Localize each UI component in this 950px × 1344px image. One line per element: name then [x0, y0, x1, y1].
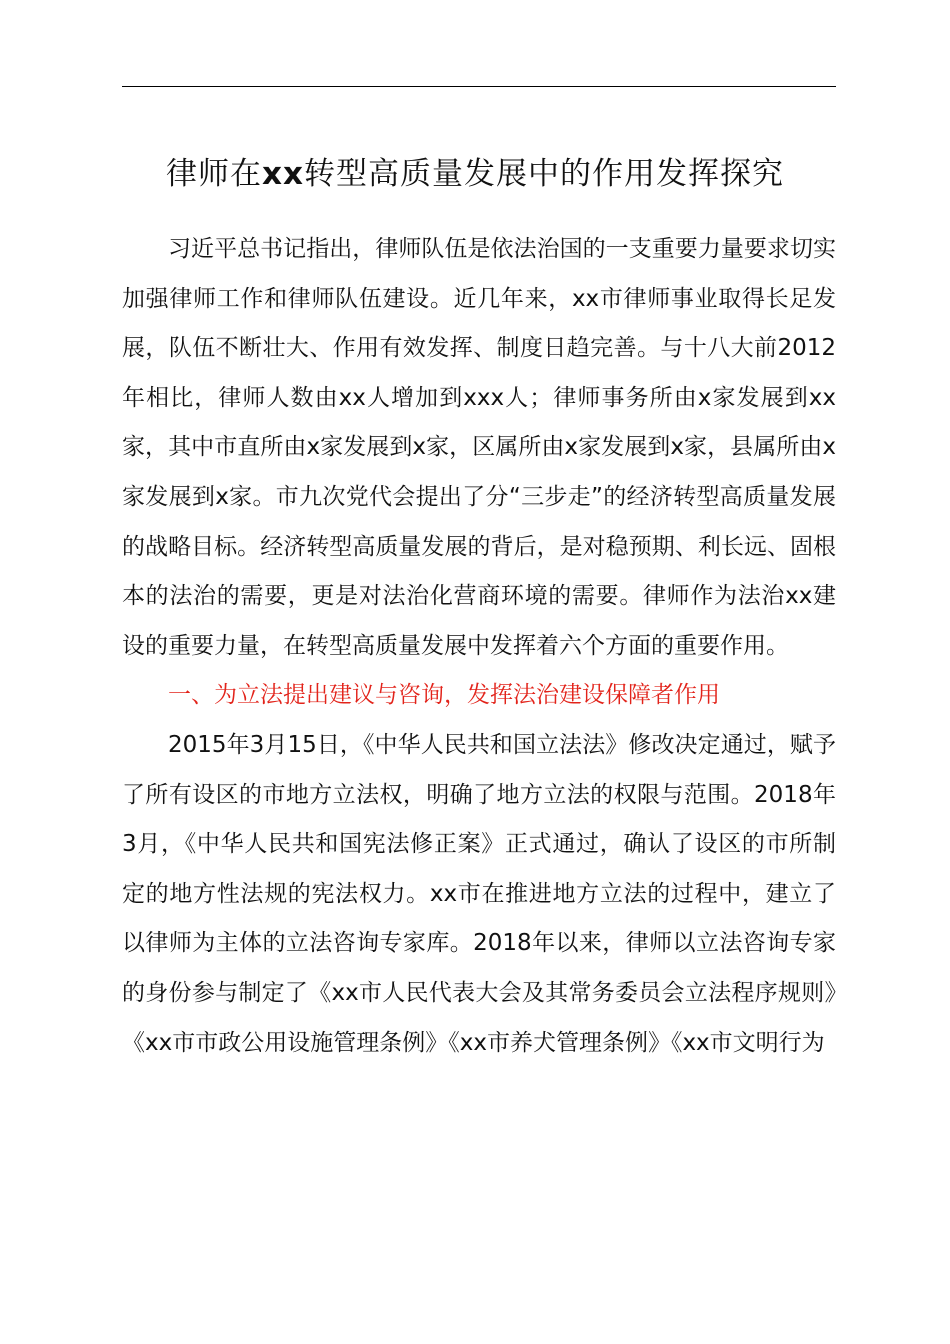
page-title [0, 150, 950, 198]
title-suffix: 转型高质量发展中的作用发挥探究 [304, 156, 784, 192]
header-rule [122, 86, 836, 87]
title-prefix: 律师在 [166, 156, 262, 192]
intro-paragraph: 习近平总书记指出，律师队伍是依法治国的一支重要力量要求切实加强律师工作和律师队伍建设。近几年来，xx市律师事业取得长足发展，队伍不断壮大、作用有效发挥、制度日趋完善。与十八大前2012年相比，律师人数由xx人增加到xxx人；律师事务所由x家发展到xx家，其中市直所由x家发展到x家，区属所由x家发展到x家，县属所由x家发展到x家。市九次党代会提出了分“三步走”的经济转型高质量发展的战略目标。经济转型高质量发展的背后，是对稳预期、利长远、固根本的法治的需要，更是对法治化营商环境的需要。律师作为法治xx建设的重要力量，在转型高质量发展中发挥着六个方面的重要作用。 [122, 236, 836, 659]
title-xx: xx [262, 156, 304, 192]
document-body [122, 225, 836, 1068]
section-1-paragraph: 2015年3月15日，《中华人民共和国立法法》修改决定通过，赋予了所有设区的市地方立法权，明确了地方立法的权限与范围。2018年3月，《中华人民共和国宪法修正案》正式通过，确认了设区的市所制定的地方性法规的宪法权力。xx市在推进地方立法的过程中，建立了以律师为主体的立法咨询专家库。2018年以来，律师以立法咨询专家的身份参与制定了《xx市人民代表大会及其常务委员会立法程序规则》《xx市市政公用设施管理条例》《xx市养犬管理条例》《xx市文明行为 [122, 731, 836, 1056]
section-heading-1: 一、为立法提出建议与咨询，发挥法治建设保障者作用 [168, 682, 720, 709]
